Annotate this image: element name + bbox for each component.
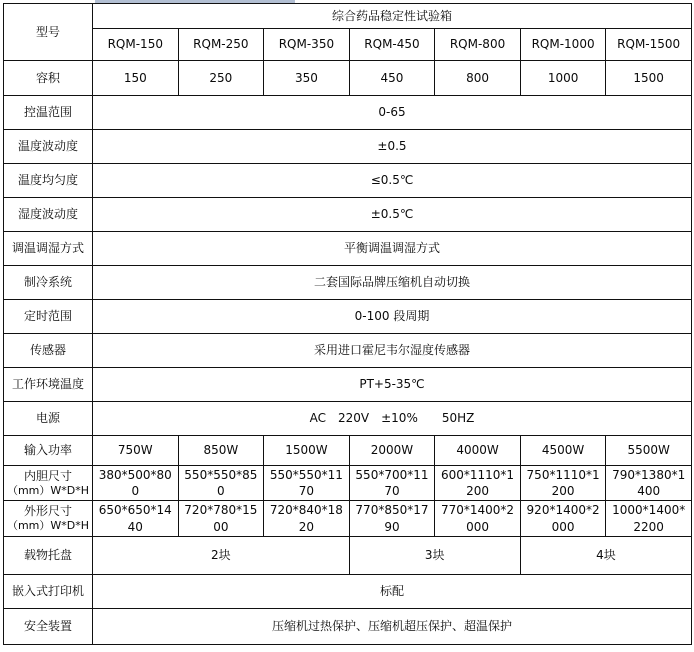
input-power-value: 5500W bbox=[606, 436, 692, 466]
volume-value: 250 bbox=[178, 61, 264, 96]
row-label-trays: 载物托盘 bbox=[4, 536, 93, 574]
model-name: RQM-1000 bbox=[520, 29, 606, 61]
volume-value: 450 bbox=[349, 61, 435, 96]
outer-size-value: 720*780*1500 bbox=[178, 501, 264, 536]
trays-value: 3块 bbox=[349, 536, 520, 574]
row-label-humidity-fluctuation: 湿度波动度 bbox=[4, 198, 93, 232]
input-power-value: 850W bbox=[178, 436, 264, 466]
printer-value: 标配 bbox=[93, 574, 692, 608]
volume-value: 1500 bbox=[606, 61, 692, 96]
model-name: RQM-1500 bbox=[606, 29, 692, 61]
row-label-control-mode: 调温调湿方式 bbox=[4, 232, 93, 266]
row-label-refrigeration: 制冷系统 bbox=[4, 266, 93, 300]
row-label-printer: 嵌入式打印机 bbox=[4, 574, 93, 608]
working-env-temp-value: PT+5-35℃ bbox=[93, 368, 692, 402]
outer-size-value: 1000*1400*2200 bbox=[606, 501, 692, 536]
row-label-timer-range: 定时范围 bbox=[4, 300, 93, 334]
row-label-outer-size bbox=[4, 501, 93, 536]
table-title: 综合药品稳定性试验箱 bbox=[93, 4, 692, 29]
control-mode-value: 平衡调温调湿方式 bbox=[93, 232, 692, 266]
input-power-value: 750W bbox=[93, 436, 179, 466]
inner-size-value: 550*700*1170 bbox=[349, 466, 435, 501]
outer-size-value: 770*1400*2000 bbox=[435, 501, 521, 536]
outer-size-label: 外形尺寸 bbox=[23, 504, 72, 519]
model-name: RQM-150 bbox=[93, 29, 179, 61]
inner-size-value: 600*1110*1200 bbox=[435, 466, 521, 501]
volume-value: 1000 bbox=[520, 61, 606, 96]
row-label-temp-fluctuation: 温度波动度 bbox=[4, 130, 93, 164]
model-name: RQM-350 bbox=[264, 29, 350, 61]
inner-size-unit-label: （mm）W*D*H bbox=[6, 483, 90, 497]
volume-value: 800 bbox=[435, 61, 521, 96]
temp-fluctuation-value: ±0.5 bbox=[93, 130, 692, 164]
row-label-power-supply: 电源 bbox=[4, 402, 93, 436]
model-name: RQM-800 bbox=[435, 29, 521, 61]
volume-value: 150 bbox=[93, 61, 179, 96]
inner-size-value: 380*500*800 bbox=[93, 466, 179, 501]
inner-size-value: 550*550*850 bbox=[178, 466, 264, 501]
safety-value: 压缩机过热保护、压缩机超压保护、超温保护 bbox=[93, 608, 692, 644]
outer-size-unit-label: （mm）W*D*H bbox=[6, 519, 90, 533]
inner-size-value: 550*550*1170 bbox=[264, 466, 350, 501]
input-power-value: 4000W bbox=[435, 436, 521, 466]
outer-size-value: 650*650*1440 bbox=[93, 501, 179, 536]
trays-value: 2块 bbox=[93, 536, 350, 574]
outer-size-value: 920*1400*2000 bbox=[520, 501, 606, 536]
row-label-input-power: 输入功率 bbox=[4, 436, 93, 466]
volume-value: 350 bbox=[264, 61, 350, 96]
input-power-value: 1500W bbox=[264, 436, 350, 466]
trays-value: 4块 bbox=[520, 536, 691, 574]
inner-size-label: 内胆尺寸 bbox=[23, 468, 72, 483]
input-power-value: 4500W bbox=[520, 436, 606, 466]
row-label-working-env-temp: 工作环境温度 bbox=[4, 368, 93, 402]
inner-size-value: 790*1380*1400 bbox=[606, 466, 692, 501]
refrigeration-value: 二套国际品牌压缩机自动切换 bbox=[93, 266, 692, 300]
model-name: RQM-250 bbox=[178, 29, 264, 61]
row-label-sensor: 传感器 bbox=[4, 334, 93, 368]
humidity-fluctuation-value: ±0.5℃ bbox=[93, 198, 692, 232]
temp-range-value: 0-65 bbox=[93, 96, 692, 130]
outer-size-value: 770*850*1790 bbox=[349, 501, 435, 536]
row-label-volume: 容积 bbox=[4, 61, 93, 96]
timer-range-value: 0-100 段周期 bbox=[93, 300, 692, 334]
sensor-value: 采用进口霍尼韦尔湿度传感器 bbox=[93, 334, 692, 368]
model-name: RQM-450 bbox=[349, 29, 435, 61]
temp-uniformity-value: ≤0.5℃ bbox=[93, 164, 692, 198]
row-label-temp-range: 控温范围 bbox=[4, 96, 93, 130]
outer-size-value: 720*840*1820 bbox=[264, 501, 350, 536]
row-label-model: 型号 bbox=[4, 4, 93, 61]
spec-table bbox=[3, 3, 692, 645]
power-supply-value: AC 220V ±10% 50HZ bbox=[93, 402, 692, 436]
inner-size-value: 750*1110*1200 bbox=[520, 466, 606, 501]
input-power-value: 2000W bbox=[349, 436, 435, 466]
row-label-safety: 安全装置 bbox=[4, 608, 93, 644]
row-label-temp-uniformity: 温度均匀度 bbox=[4, 164, 93, 198]
row-label-inner-size bbox=[4, 466, 93, 501]
